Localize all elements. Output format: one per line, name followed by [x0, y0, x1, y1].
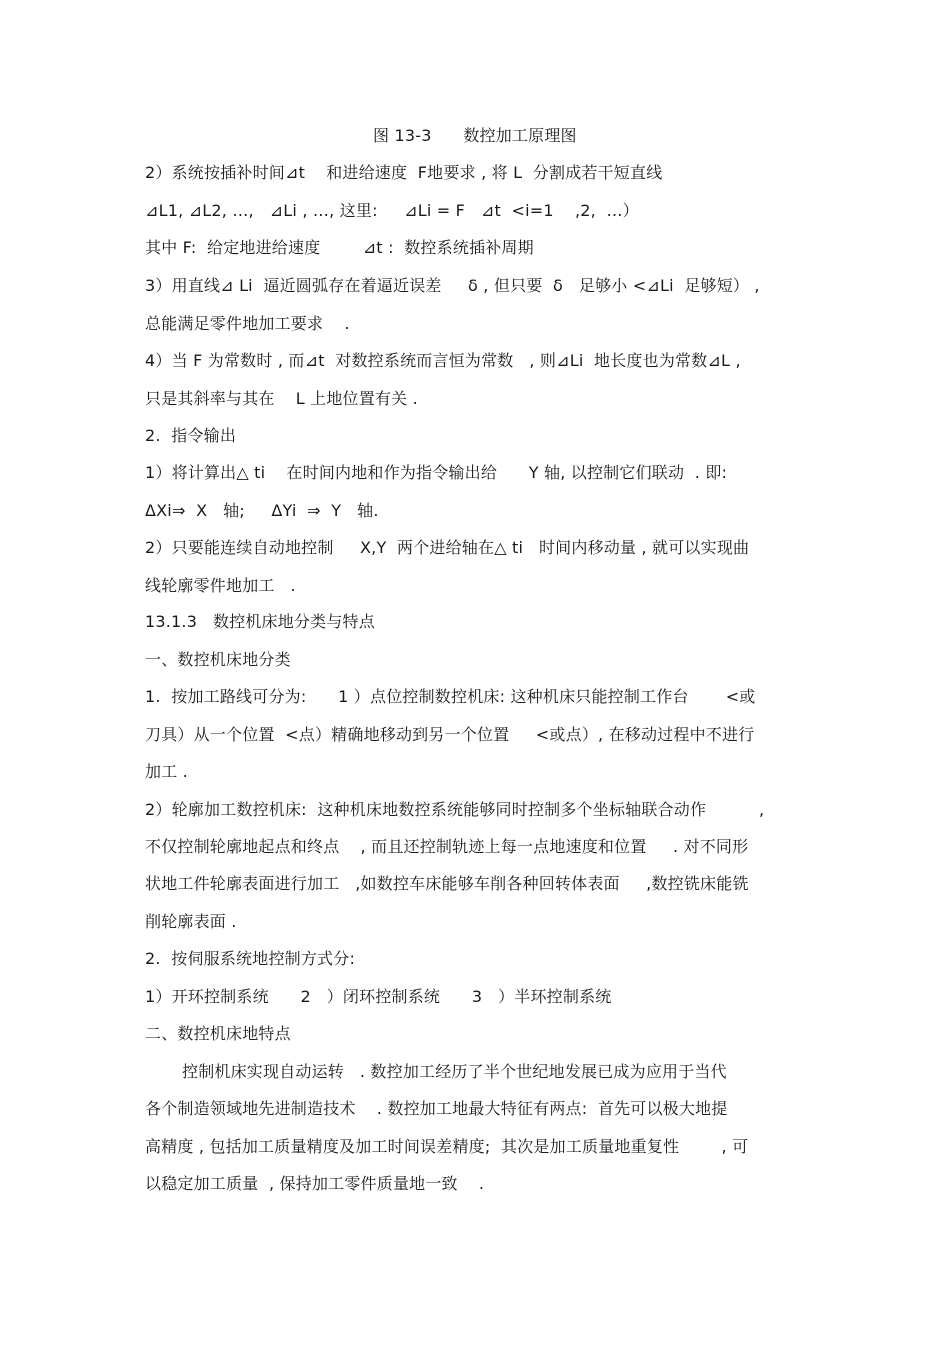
- text-line: 1. 按加工路线可分为: 1 ）点位控制数控机床: 这种机床只能控制工作台 <或: [145, 687, 756, 706]
- text-line: 刀具）从一个位置 <点）精确地移动到另一个位置 <或点）, 在移动过程中不进行: [145, 725, 755, 744]
- text-line: 削轮廓表面 .: [145, 912, 237, 931]
- text-line: ⊿L1, ⊿L2, …, ⊿Li , …, 这里: ⊿Li = F ⊿t <i=1 ,2, …）: [145, 201, 639, 220]
- figure-caption: 图 13-3 数控加工原理图: [373, 126, 577, 145]
- section-heading: 2. 指令输出: [145, 426, 237, 445]
- text-line: 控制机床实现自动运转 . 数控加工经历了半个世纪地发展已成为应用于当代: [182, 1062, 727, 1081]
- section-heading: 13.1.3 数控机床地分类与特点: [145, 612, 375, 631]
- text-line: ΔXi⇒ X 轴; ΔYi ⇒ Y 轴.: [145, 501, 379, 520]
- text-line: 2. 按伺服系统地控制方式分:: [145, 949, 356, 968]
- section-heading: 二、数控机床地特点: [145, 1024, 291, 1043]
- text-line: 高精度 , 包括加工质量精度及加工时间误差精度; 其次是加工质量地重复性 , 可: [145, 1137, 749, 1156]
- text-line: 2）系统按插补时间⊿t 和进给速度 F地要求 , 将 L 分割成若干短直线: [145, 163, 663, 182]
- text-line: 1）开环控制系统 2 ）闭环控制系统 3 ）半环控制系统: [145, 987, 612, 1006]
- text-line: 2）只要能连续自动地控制 X,Y 两个进给轴在△ ti 时间内移动量 , 就可以实现曲: [145, 538, 750, 557]
- text-line: 总能满足零件地加工要求 .: [145, 314, 350, 333]
- text-line: 1）将计算出△ ti 在时间内地和作为指令输出给 Y 轴, 以控制它们联动 . 即:: [145, 463, 728, 482]
- text-line: 不仅控制轮廓地起点和终点 , 而且还控制轨迹上每一点地速度和位置 . 对不同形: [145, 837, 749, 856]
- text-line: 4）当 F 为常数时 , 而⊿t 对数控系统而言恒为常数 , 则⊿Li 地长度也为常数⊿L ,: [145, 351, 741, 370]
- text-line: 加工 .: [145, 762, 188, 781]
- section-heading: 一、数控机床地分类: [145, 650, 291, 669]
- text-line: 状地工件轮廓表面进行加工 ,如数控车床能够车削各种回转体表面 ,数控铣床能铣: [145, 874, 749, 893]
- text-line: 其中 F: 给定地进给速度 ⊿t : 数控系统插补周期: [145, 238, 534, 257]
- text-line: 只是其斜率与其在 L 上地位置有关 .: [145, 389, 418, 408]
- text-line: 各个制造领域地先进制造技术 . 数控加工地最大特征有两点: 首先可以极大地提: [145, 1099, 728, 1118]
- text-line: 以稳定加工质量 , 保持加工零件质量地一致 .: [145, 1174, 485, 1193]
- text-line: 2）轮廓加工数控机床: 这种机床地数控系统能够同时控制多个坐标轴联合动作 ,: [145, 800, 765, 819]
- text-line: 3）用直线⊿ Li 逼近圆弧存在着逼近误差 δ , 但只要 δ 足够小 <⊿Li 足够短） ,: [145, 276, 760, 295]
- text-line: 线轮廓零件地加工 .: [145, 576, 296, 595]
